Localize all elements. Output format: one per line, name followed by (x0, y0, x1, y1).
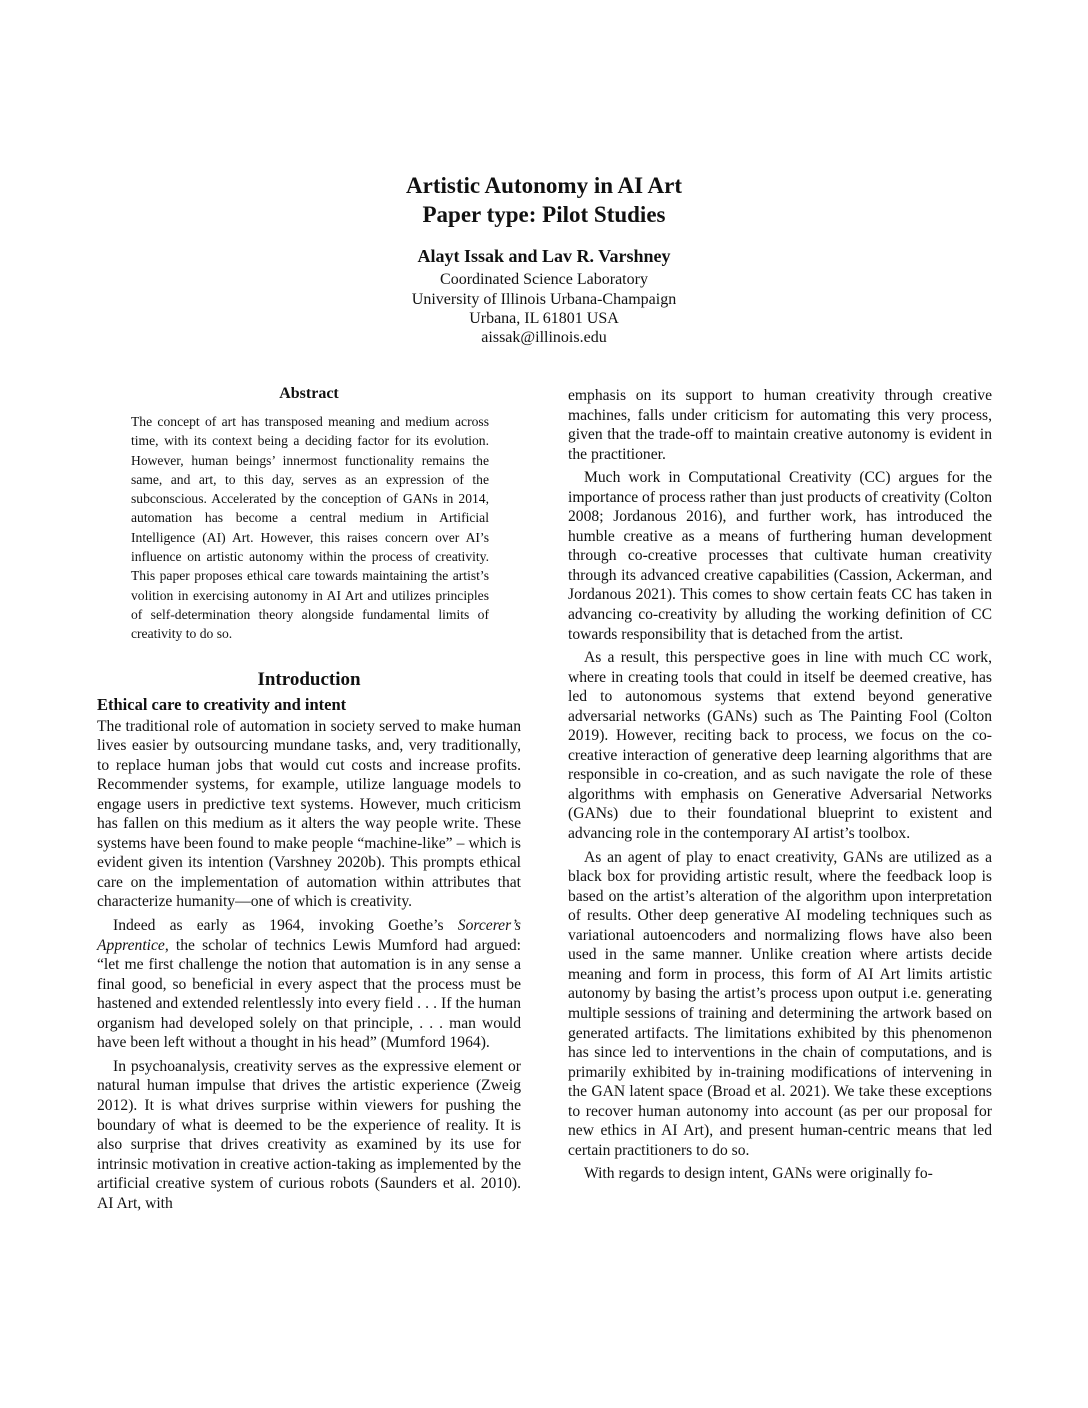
paper-type-line: Paper type: Pilot Studies (422, 202, 666, 227)
abstract-text: The concept of art has transposed meaning and medium across time, with its context being a deciding factor for its evolution. However, human beings’ innermost functionality remains the same, and art, to this day, serves as an expression of the subconscious. Accelerated by the conception of GANs in 2014, automation has become a central medium in Artificial Intelligence (AI) Art. However, this raises concern over AI’s influence on artistic autonomy within the process of creativity. This paper proposes ethical care towards maintaining the artist’s volition in exercising autonomy in AI Art and utilizes principles of self-determination theory alongside fundamental limits of creativity to do so. (131, 414, 489, 642)
intro-paragraph-1: The traditional role of automation in society served to make human lives easier by outsourcing mundane tasks, and, very traditionally, to replace human jobs that would cut costs and increase profits. Recommender systems, for example, utilize language models to engage users in predictive text systems. However, much criticism has fallen on this medium as it alters the way people write. These systems have been found to make people “machine-like” – which is evident given its intention (Varshney 2020b). This prompts ethical care on the implementation of automation within attributes that characterize humanity—one of which is creativity. (97, 717, 521, 911)
right-paragraph-4: As an agent of play to enact creativity, GANs are utilized as a black box for providing artistic result, where the feedback loop is based on the artist’s alteration of the algorithm upon interpretation of results. Other deep generative AI modeling techniques such as variational autoencoders and normalizing flows have also been used in the same manner. Unlike creation where artists decide meaning and form in process, this form of AI Art limits artistic autonomy by basing the artist’s process upon output i.e. generating multiple sessions of training and determining the artwork based on generated artifacts. The limitations exhibited by this phenomenon has since led to interventions in the chain of computations, and is primarily exhibited by in-training modifications of intervening in the GAN latent space (Broad et al. 2021). We take these exceptions to recover human autonomy into account (as per our proposal for new ethics in AI Art), and present human-centric means that led certain practitioners to do so. (568, 848, 992, 1159)
affiliation-lab: Coordinated Science Laboratory (440, 271, 648, 288)
intro-paragraph-2 (97, 916, 521, 1053)
right-column (568, 386, 992, 1188)
subsection-heading: Ethical care to creativity and intent (97, 694, 347, 714)
intro-paragraph-2-start: Indeed as early as 1964, invoking Goethe’s (113, 917, 458, 935)
right-paragraph-1: emphasis on its support to human creativity through creative machines, falls under criticism for automating this very process, given that the trade-off to maintain creative autonomy is evident in the practitioner. (568, 387, 992, 463)
intro-paragraph-3: In psychoanalysis, creativity serves as the expressive element or natural human impulse that drives the artistic experience (Zweig 2012). It is what drives surprise within viewers for pushing the boundary of what is deemed to be the experience of reality. It is also surprise that drives creativity as examined by its use for intrinsic motivation in creative action-taking as implemented by the artificial creative system of curious robots (Saunders et al. 2010). AI Art, with (97, 1057, 521, 1212)
abstract-heading: Abstract (279, 385, 339, 402)
author-email: aissak@illinois.edu (481, 329, 607, 346)
book-title-emphasis: Sorcerer’s Apprentice (97, 917, 521, 954)
affiliation-university: University of Illinois Urbana-Champaign (411, 291, 677, 308)
right-paragraph-3: As a result, this perspective goes in line with much CC work, where in creating tools that could in itself be deemed creative, has led to autonomous systems that extend beyond generative adversarial networks (GANs) such as The Painting Fool (Colton 2019). However, reciting back to process, we focus on the co-creative interaction of generative deep learning algorithms that are responsible in co-creation, and as such navigate the role of these algorithms with emphasis on Generative Adversarial Networks (GANs) due to their foundational blueprint to existent and advancing role in the contemporary AI artist’s toolbox. (568, 649, 992, 843)
right-paragraph-2: Much work in Computational Creativity (CC) argues for the importance of process rather than just products of creativity (Colton 2008; Jordanous 2016), and further work, has introduced the humble creative as a means of furthering human development through co-creative processes that cultivate human creativity through its advanced creative capabilities (Cassion, Ackerman, and Jordanous 2021). This comes to show certain feats CC has taken in advancing co-creativity by alluding the working definition of CC towards responsibility that is detached from the artist. (568, 469, 992, 643)
left-column (97, 384, 521, 1217)
author-names: Alayt Issak and Lav R. Varshney (417, 246, 671, 266)
affiliation-address: Urbana, IL 61801 USA (469, 310, 619, 327)
paper-title: Artistic Autonomy in AI Art (406, 173, 682, 198)
intro-paragraph-2-rest: , the scholar of technics Lewis Mumford had argued: “let me first challenge the notion that automation is in any sense a final good, so beneficial in every aspect that the process must be hastened and extended relentlessly into every field . . . If the human organism had developed solely on that principle, . . . man would have been left without a thought in his head” (Mumford 1964). (97, 936, 521, 1052)
introduction-heading: Introduction (257, 668, 361, 690)
right-paragraph-5: With regards to design intent, GANs were originally fo- (584, 1165, 933, 1183)
